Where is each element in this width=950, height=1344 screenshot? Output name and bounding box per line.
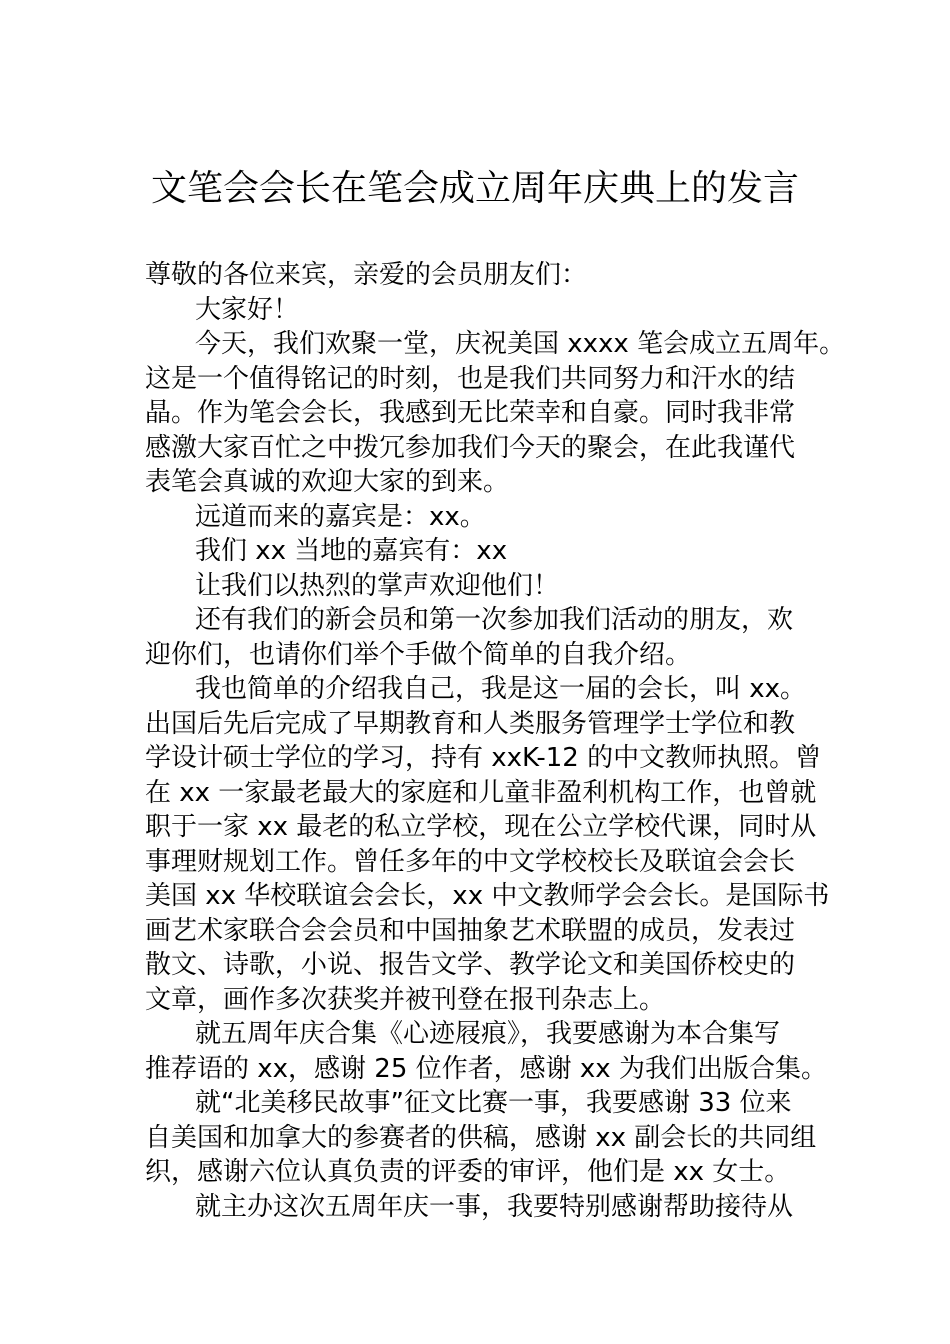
document-title: 文笔会会长在笔会成立周年庆典上的发言 — [150, 168, 799, 209]
text-line: 大家好！ — [195, 294, 300, 325]
text-line: 让我们以热烈的掌声欢迎他们！ — [195, 570, 560, 601]
text-line: 就五周年庆合集《心迹屐痕》，我要感谢为本合集写 — [195, 1019, 781, 1049]
text-line: 自美国和加拿大的参赛者的供稿，感谢 xx 副会长的共同组 — [145, 1122, 817, 1153]
text-line: 事理财规划工作。曾任多年的中文学校校长及联谊会会长 — [145, 846, 796, 877]
text-line: 出国后先后完成了早期教育和人类服务管理学士学位和教 — [145, 708, 796, 739]
text-line: 文章，画作多次获奖并被刊登在报刊杂志上。 — [145, 984, 666, 1015]
text-line: 织，感谢六位认真负责的评委的审评，他们是 xx 女士。 — [145, 1157, 791, 1187]
text-line: 远道而来的嘉宾是：xx。 — [195, 501, 486, 532]
text-line: 我也简单的介绍我自己，我是这一届的会长，叫 xx。 — [195, 674, 807, 704]
text-line: 感激大家百忙之中拨冗参加我们今天的聚会，在此我谨代 — [145, 432, 796, 463]
text-line: 散文、诗歌，小说、报告文学、教学论文和美国侨校史的 — [145, 950, 796, 980]
text-line: 画艺术家联合会会员和中国抽象艺术联盟的成员，发表过 — [145, 915, 796, 946]
text-line: 学设计硕士学位的学习，持有 xxK-12 的中文教师执照。曾 — [145, 743, 822, 773]
text-line: 迎你们，也请你们举个手做个简单的自我介绍。 — [145, 639, 692, 670]
text-line: 尊敬的各位来宾，亲爱的会员朋友们： — [145, 260, 588, 290]
text-line: 就“北美移民故事”征文比赛一事，我要感谢 33 位来 — [195, 1088, 792, 1118]
text-line: 美国 xx 华校联谊会会长，xx 中文教师学会会长。是国际书 — [145, 881, 830, 911]
text-line: 表笔会真诚的欢迎大家的到来。 — [145, 467, 510, 497]
text-line: 在 xx 一家最老最大的家庭和儿童非盈利机构工作，也曾就 — [145, 777, 817, 808]
text-line: 这是一个值得铭记的时刻，也是我们共同努力和汗水的结 — [145, 363, 796, 394]
document-body — [145, 258, 846, 1224]
text-line: 就主办这次五周年庆一事，我要特别感谢帮助接待从 — [195, 1191, 794, 1222]
text-line: 还有我们的新会员和第一次参加我们活动的朋友，欢 — [195, 605, 794, 635]
text-line: 我们 xx 当地的嘉宾有：xx — [195, 536, 508, 566]
text-line: 推荐语的 xx，感谢 25 位作者，感谢 xx 为我们出版合集。 — [145, 1053, 827, 1084]
text-line: 今天，我们欢聚一堂，庆祝美国 xxxx 笔会成立五周年。 — [195, 329, 846, 359]
text-line: 职于一家 xx 最老的私立学校，现在公立学校代课，同时从 — [145, 812, 817, 842]
text-line: 晶。作为笔会会长，我感到无比荣幸和自豪。同时我非常 — [145, 398, 796, 428]
